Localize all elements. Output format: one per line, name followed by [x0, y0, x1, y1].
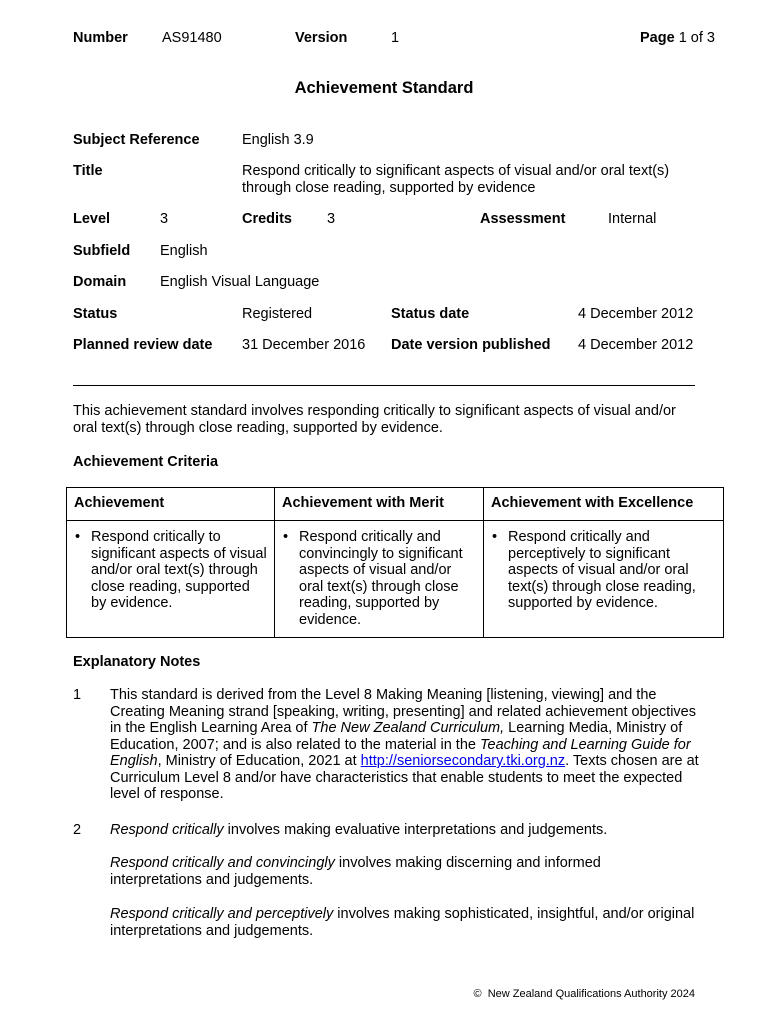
level-label: Level	[73, 211, 111, 227]
page-indicator	[640, 30, 715, 47]
note-2-def-1: involves making evaluative interpretations and judgements.	[223, 822, 608, 838]
subfield-label: Subfield	[73, 243, 131, 259]
credits-label: Credits	[242, 211, 292, 227]
criteria-header-excellence: Achievement with Excellence	[484, 488, 724, 521]
criteria-cell-merit	[275, 521, 484, 638]
note-1-body	[110, 687, 710, 803]
criteria-cell-achievement	[67, 521, 275, 638]
senior-secondary-link[interactable]: http://seniorsecondary.tki.org.nz	[360, 753, 566, 769]
footer	[473, 988, 695, 1001]
note-1-text-d: . Texts chosen are at Curriculum Level 8 and/or have characteristics that enable students to meet the expected level of response.	[110, 753, 699, 802]
footer-text: New Zealand Qualifications Authority 2024	[487, 988, 695, 1000]
copyright-icon: ©	[473, 988, 482, 1000]
criteria-header-row	[67, 488, 724, 521]
note-2-term-2: Respond critically and convincingly	[110, 855, 335, 871]
bullet-icon: •	[75, 529, 81, 545]
date-version-label: Date version published	[391, 337, 551, 353]
criteria-text-achievement: Respond critically to significant aspects of visual and/or oral text(s) through close reading, supported by evidence.	[91, 529, 267, 611]
note-2-def-2: involves making discerning and informed interpretations and judgements.	[110, 855, 601, 888]
assessment-value: Internal	[608, 211, 657, 227]
version-value: 1	[391, 30, 400, 46]
domain-label: Domain	[73, 274, 127, 290]
status-date-value: 4 December 2012	[578, 306, 694, 322]
subfield-value: English	[160, 243, 208, 259]
note-1-number: 1	[73, 687, 82, 703]
domain-value: English Visual Language	[160, 274, 320, 290]
note-1-italic-b: Teaching and Learning Guide for English	[110, 736, 691, 769]
note-2-number: 2	[73, 822, 82, 838]
level-value: 3	[160, 211, 169, 227]
version-label: Version	[295, 30, 348, 46]
horizontal-divider	[73, 385, 695, 386]
intro-paragraph: This achievement standard involves responding critically to significant aspects of visual and/or oral text(s) through close reading, supported by evidence.	[73, 403, 676, 436]
planned-review-value: 31 December 2016	[242, 337, 366, 353]
notes-heading: Explanatory Notes	[73, 654, 201, 670]
criteria-heading: Achievement Criteria	[73, 454, 219, 470]
note-1-text-a: This standard is derived from the Level 8 Making Meaning [listening, viewing] and the Creating Meaning strand [speaking, writing, presenting] and related achievement objectives in the English Learning Area of	[110, 687, 696, 736]
subject-reference-label: Subject Reference	[73, 132, 200, 148]
credits-value: 3	[327, 211, 336, 227]
criteria-header-achievement: Achievement	[67, 488, 275, 521]
page-title: Achievement Standard	[294, 79, 474, 97]
number-value: AS91480	[162, 30, 222, 46]
note-2-term-3: Respond critically and perceptively	[110, 906, 334, 922]
planned-review-label: Planned review date	[73, 337, 213, 353]
date-version-value: 4 December 2012	[578, 337, 694, 353]
number-label: Number	[73, 30, 128, 46]
title-label: Title	[73, 163, 103, 179]
criteria-text-excellence: Respond critically and perceptively to significant aspects of visual and/or oral text(s) through close reading, supported by evidence.	[508, 529, 696, 611]
note-2-paragraph-1	[110, 822, 710, 839]
note-1-text-c: , Ministry of Education, 2021 at	[157, 753, 361, 769]
status-value: Registered	[242, 306, 313, 322]
note-1-italic-a: The New Zealand Curriculum,	[311, 720, 505, 736]
assessment-label: Assessment	[480, 211, 566, 227]
criteria-cell-excellence	[484, 521, 724, 638]
page-value: 1 of 3	[678, 30, 715, 46]
subject-reference-value: English 3.9	[242, 132, 314, 148]
criteria-body-row	[67, 521, 724, 638]
bullet-icon: •	[492, 529, 498, 545]
note-2-paragraph-3	[110, 906, 710, 939]
title-value: Respond critically to significant aspects of visual and/or oral text(s) through close reading, supported by evidence	[242, 163, 670, 196]
page-label: Page	[640, 30, 675, 46]
note-2-paragraph-2	[110, 855, 670, 888]
criteria-text-merit: Respond critically and convincingly to significant aspects of visual and/or oral text(s) through close reading, supported by evidence.	[299, 529, 463, 628]
note-2-def-3: involves making sophisticated, insightful, and/or original interpretations and judgements.	[110, 906, 695, 939]
status-date-label: Status date	[391, 306, 470, 322]
criteria-header-merit: Achievement with Merit	[275, 488, 484, 521]
note-1-text-b: Learning Media, Ministry of Education, 2007; and is also related to the material in the	[110, 720, 683, 753]
status-label: Status	[73, 306, 118, 322]
criteria-table	[66, 487, 724, 638]
note-2-term-1: Respond critically	[110, 822, 224, 838]
bullet-icon: •	[283, 529, 289, 545]
